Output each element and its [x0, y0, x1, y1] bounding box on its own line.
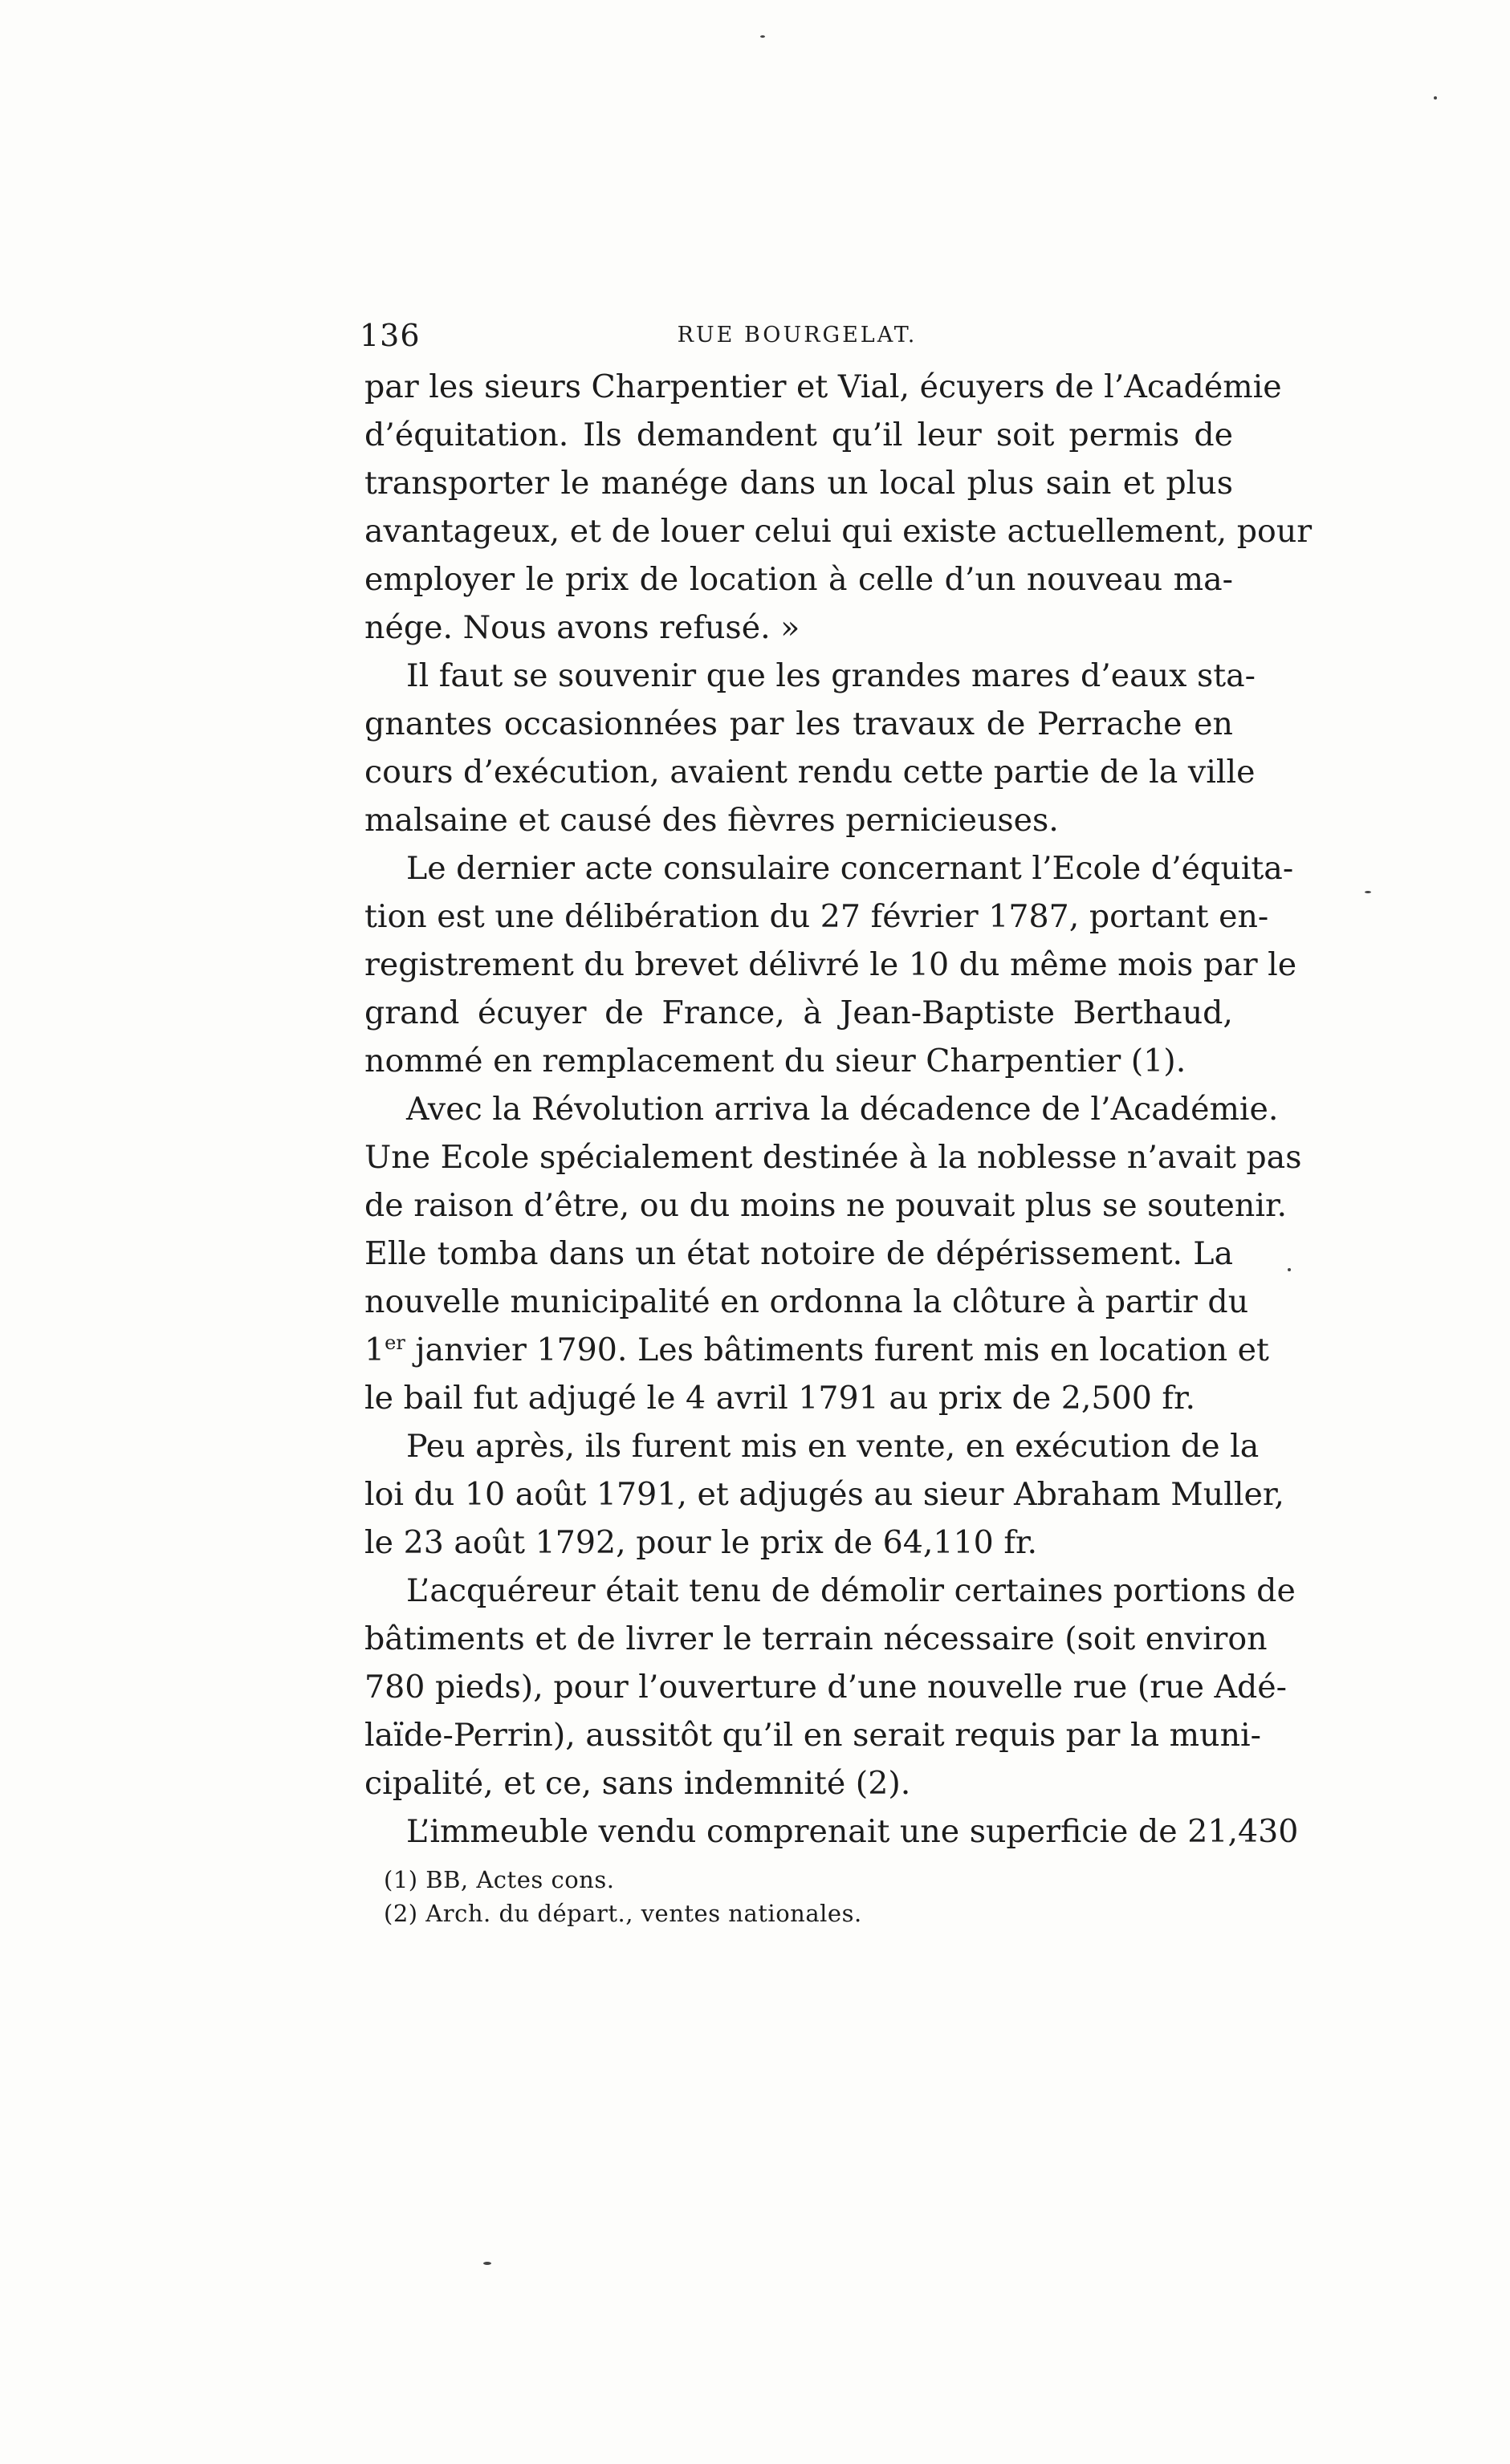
text-line: employer le prix de location à celle d’un nouveau ma- [364, 561, 1233, 598]
text-line: L’immeuble vendu comprenait une superficie de 21,430 [406, 1813, 1299, 1850]
text-line: 780 pieds), pour l’ouverture d’une nouvelle rue (rue Adé- [364, 1669, 1288, 1706]
page-header [360, 318, 1235, 358]
footnote: (1) BB, Actes cons. [384, 1866, 615, 1893]
ordinal-number: 1 [364, 1332, 385, 1368]
page-number: 136 [360, 318, 421, 353]
text-line: cipalité, et ce, sans indemnité (2). [364, 1765, 911, 1802]
text-line: le bail fut adjugé le 4 avril 1791 au prix de 2,500 fr. [364, 1380, 1196, 1417]
text-line: laïde-Perrin), aussitôt qu’il en serait requis par la muni- [364, 1717, 1261, 1754]
text-line: transporter le manége dans un local plus sain et plus [364, 465, 1233, 502]
footnote: (2) Arch. du départ., ventes nationales. [384, 1900, 862, 1927]
text-line: L’acquéreur était tenu de démolir certaines portions de [406, 1572, 1296, 1609]
scan-speck [1434, 96, 1437, 100]
text-line: gnantes occasionnées par les travaux de Perrache en [364, 705, 1233, 742]
text-line [364, 1326, 1269, 1374]
text-line: nége. Nous avons refusé. » [364, 609, 800, 646]
text-line: bâtiments et de livrer le terrain nécessaire (soit environ [364, 1620, 1268, 1657]
text-line: Il faut se souvenir que les grandes mares d’eaux sta- [406, 657, 1256, 694]
text-line: Le dernier acte consulaire concernant l’Ecole d’équita- [406, 850, 1294, 887]
running-title: RUE BOURGELAT. [677, 323, 918, 348]
text-line: loi du 10 août 1791, et adjugés au sieur Abraham Muller, [364, 1476, 1284, 1513]
scan-speck [1365, 891, 1371, 893]
text-line: tion est une délibération du 27 février 1787, portant en- [364, 898, 1269, 935]
text-line: d’équitation. Ils demandent qu’il leur soit permis de [364, 417, 1233, 453]
text-line: avantageux, et de louer celui qui existe actuellement, pour [364, 513, 1313, 550]
text-line: Elle tomba dans un état notoire de dépérissement. La [364, 1235, 1233, 1272]
scan-speck [1288, 1268, 1291, 1271]
text-line: nommé en remplacement du sieur Charpentier (1). [364, 1043, 1186, 1080]
text-line: malsaine et causé des fièvres pernicieuses. [364, 802, 1059, 839]
text-line: registrement du brevet délivré le 10 du même mois par le [364, 946, 1297, 983]
text-line: par les sieurs Charpentier et Vial, écuyers de l’Académie [364, 368, 1282, 405]
text-line: grand écuyer de France, à Jean-Baptiste Berthaud, [364, 994, 1233, 1031]
text-line: Une Ecole spécialement destinée à la noblesse n’avait pas [364, 1139, 1302, 1176]
text-line: de raison d’être, ou du moins ne pouvait plus se soutenir. [364, 1187, 1288, 1224]
scan-speck [760, 35, 765, 38]
text-line: Avec la Révolution arriva la décadence de l’Académie. [406, 1091, 1279, 1128]
text-line: nouvelle municipalité en ordonna la clôture à partir du [364, 1283, 1249, 1320]
text-line: Peu après, ils furent mis en vente, en exécution de la [406, 1428, 1260, 1465]
ordinal-superscript: er [385, 1332, 405, 1354]
scan-speck [483, 2262, 491, 2265]
line-remainder: janvier 1790. Les bâtiments furent mis en location et [405, 1332, 1269, 1368]
text-line: le 23 août 1792, pour le prix de 64,110 fr. [364, 1524, 1038, 1561]
text-line: cours d’exécution, avaient rendu cette partie de la ville [364, 754, 1256, 791]
